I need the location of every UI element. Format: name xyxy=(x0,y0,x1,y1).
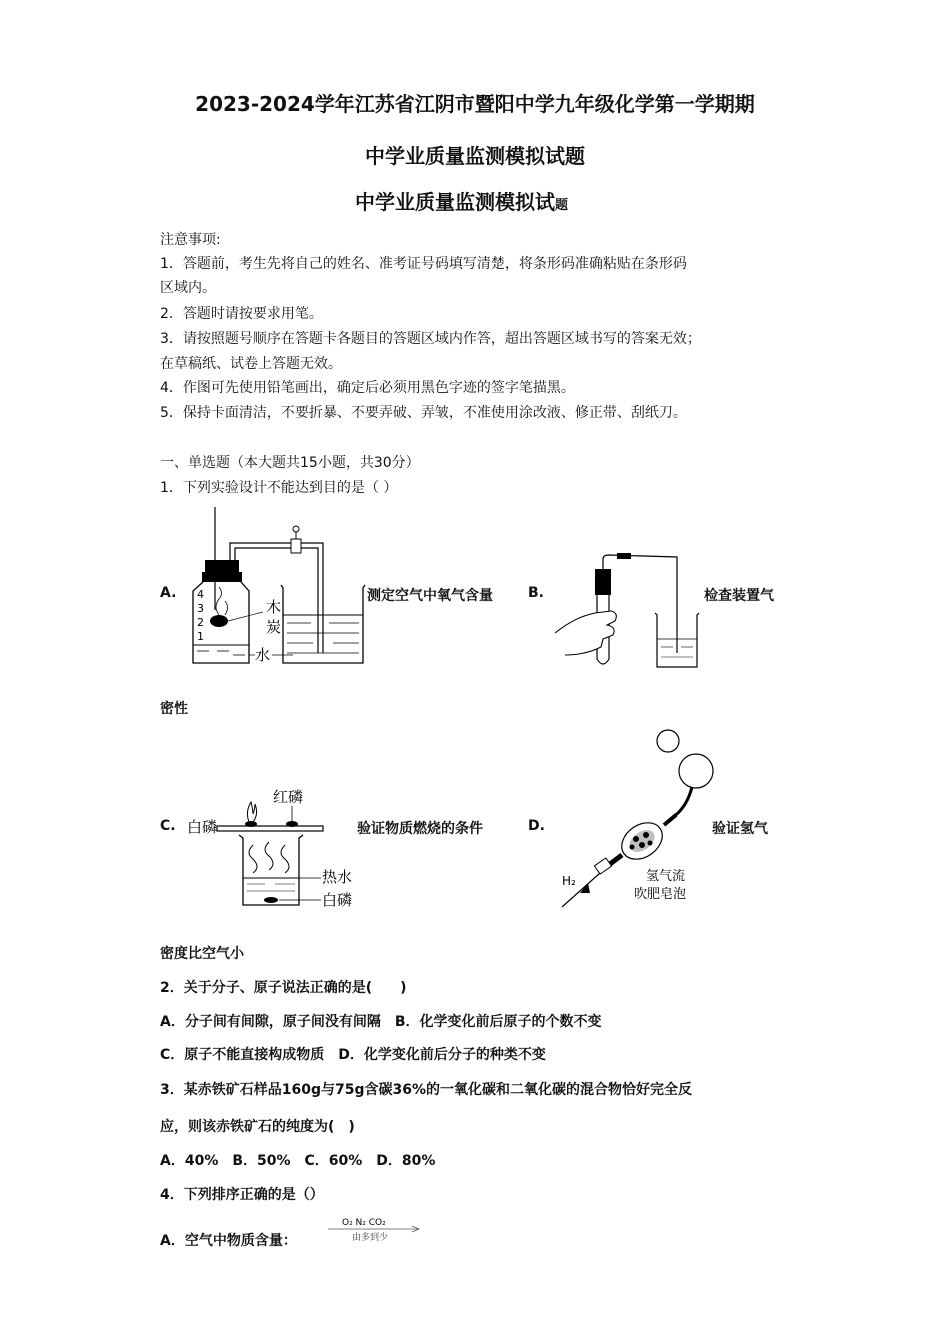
note-line-2: 区域内。 xyxy=(160,280,216,296)
question-4-stem: 4．下列排序正确的是（） xyxy=(160,1187,324,1203)
page-title-line-3-main: 中学业质量监测模拟试 xyxy=(355,190,555,214)
q1-option-b-text: 检查装置气 xyxy=(704,588,774,604)
q1-option-c-figure xyxy=(187,780,367,915)
q1a-mark-2: 2 xyxy=(197,616,204,629)
question-1-stem: 1．下列实验设计不能达到目的是（ ） xyxy=(160,480,398,496)
q1-option-b-text-continued: 密性 xyxy=(160,701,188,717)
q1a-label-mu: 木 xyxy=(266,598,282,616)
q1-option-c-text: 验证物质燃烧的条件 xyxy=(357,821,483,837)
q1-option-d-text-continued: 密度比空气小 xyxy=(160,946,244,962)
q1d-label-flow: 氢气流 xyxy=(646,869,686,884)
question-3-stem-line-1: 3．某赤铁矿石样品160g与75g含碳36%的一氧化碳和二氧化碳的混合物恰好完全反 xyxy=(160,1082,692,1098)
q1a-mark-4: 4 xyxy=(197,588,204,601)
note-line-7: 5．保持卡面清洁，不要折暴、不要弄破、弄皱，不准使用涂改液、修正带、刮纸刀。 xyxy=(160,405,687,421)
question-3-options: A．40% B．50% C．60% D．80% xyxy=(160,1153,436,1169)
page-title-line-3 xyxy=(355,186,568,215)
q1-option-a-text: 测定空气中氧气含量 xyxy=(367,588,493,604)
q1-option-d-label: D. xyxy=(528,818,545,834)
note-line-5: 在草稿纸、试卷上答题无效。 xyxy=(160,356,342,372)
q1c-label-baili-left: 白磷 xyxy=(187,818,218,836)
q1-option-d-figure xyxy=(558,725,728,915)
page-title-line-2: 中学业质量监测模拟试题 xyxy=(365,144,585,168)
q1c-label-reshui: 热水 xyxy=(322,868,353,886)
note-line-6: 4．作图可先使用铅笔画出，确定后必须用黑色字迹的签字笔描黑。 xyxy=(160,380,575,396)
q1-option-b-figure xyxy=(555,555,705,675)
note-line-3: 2．答题时请按要求用笔。 xyxy=(160,306,323,322)
q1a-label-shui: 水 xyxy=(255,646,271,664)
q1c-label-baili-bottom: 白磷 xyxy=(322,891,353,909)
q4-option-a-arrow xyxy=(326,1214,426,1246)
page-title-line-1: 2023-2024学年江苏省江阴市暨阳中学九年级化学第一学期期 xyxy=(195,92,755,116)
q1a-mark-3: 3 xyxy=(197,602,204,615)
notes-heading: 注意事项: xyxy=(160,232,221,248)
q1d-label-h2: H₂ xyxy=(562,874,576,888)
note-line-4: 3．请按照题号顺序在答题卡各题目的答题区域内作答，超出答题区域书写的答案无效； xyxy=(160,331,701,347)
q1-option-a-figure xyxy=(183,505,373,675)
page-title-line-3-small: 题 xyxy=(555,198,569,213)
section-heading: 一、单选题（本大题共15小题，共30分） xyxy=(160,455,420,471)
q1a-mark-1: 1 xyxy=(197,630,204,643)
q1-option-a-label: A. xyxy=(160,585,177,601)
q1-option-b-label: B. xyxy=(528,585,544,601)
q1-option-c-label: C. xyxy=(160,818,176,834)
q1c-label-hongli: 红磷 xyxy=(273,788,304,806)
question-3-stem-line-2: 应，则该赤铁矿石的纯度为( ) xyxy=(160,1119,355,1135)
question-2-options-line-1: A．分子间有间隙，原子间没有间隔 B．化学变化前后原子的个数不变 xyxy=(160,1014,602,1030)
question-2-options-line-2: C．原子不能直接构成物质 D．化学变化前后分子的种类不变 xyxy=(160,1047,546,1063)
q1a-label-tan: 炭 xyxy=(266,618,282,636)
q4-arrow-bottom-text: 由多到少 xyxy=(352,1233,389,1243)
question-4-option-a: A．空气中物质含量： xyxy=(160,1233,297,1249)
note-line-1: 1．答题前，考生先将自己的姓名、准考证号码填写清楚，将条形码准确粘贴在条形码 xyxy=(160,256,687,272)
q1d-label-blow: 吹肥皂泡 xyxy=(634,887,687,902)
question-2-stem: 2．关于分子、原子说法正确的是( ) xyxy=(160,980,407,996)
q1-option-d-text: 验证氢气 xyxy=(712,821,768,837)
q4-arrow-top-text: O₂ N₂ CO₂ xyxy=(342,1218,386,1228)
